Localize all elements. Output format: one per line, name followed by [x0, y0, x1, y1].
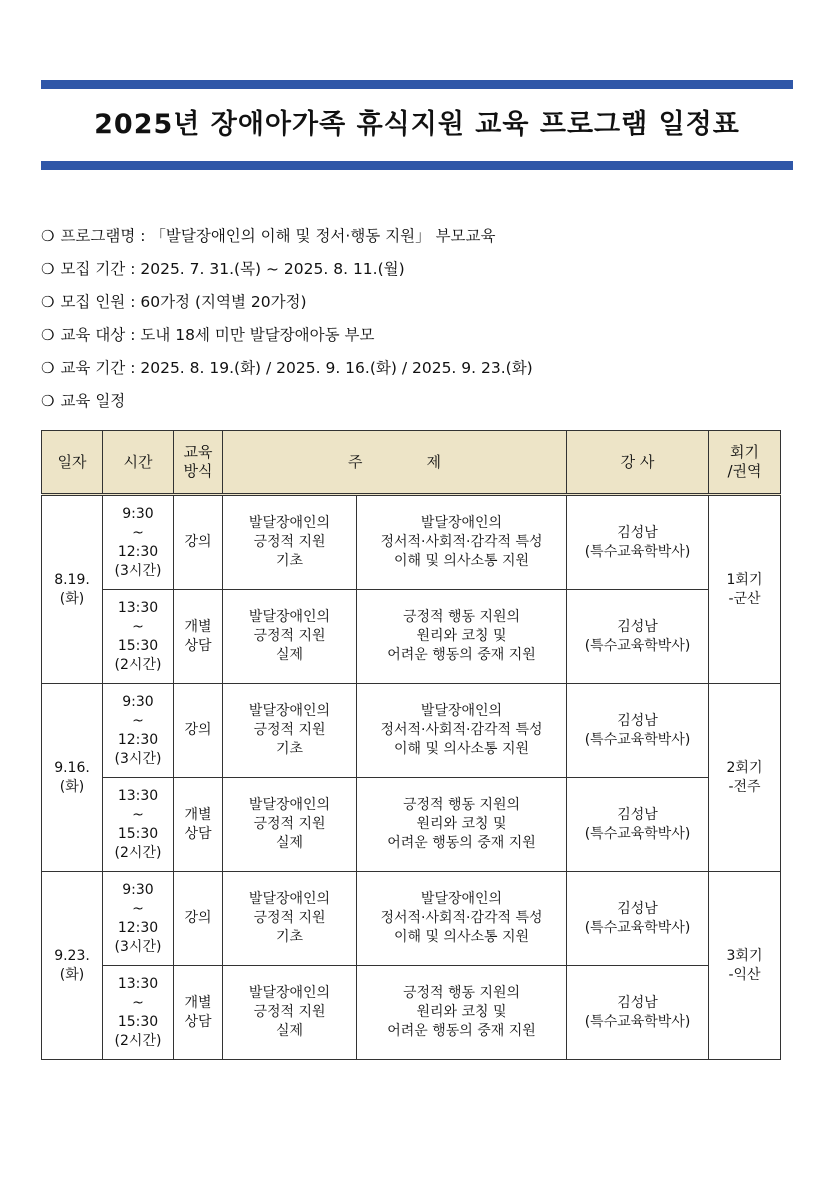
date-cell: 9.16. (화) [42, 684, 103, 872]
topic-cell: 발달장애인의 긍정적 지원 실제 [223, 966, 357, 1060]
header-time: 시간 [103, 431, 174, 495]
method-cell: 개별 상담 [174, 966, 223, 1060]
instructor-cell: 김성남 (특수교육학박사) [567, 590, 709, 684]
time-cell: 13:30 ~ 15:30 (2시간) [103, 966, 174, 1060]
header-instructor: 강 사 [567, 431, 709, 495]
instructor-cell: 김성남 (특수교육학박사) [567, 966, 709, 1060]
table-row [42, 966, 781, 1060]
detail-cell: 발달장애인의 정서적·사회적·감각적 특성 이해 및 의사소통 지원 [357, 872, 567, 966]
detail-cell: 긍정적 행동 지원의 원리와 코칭 및 어려운 행동의 중재 지원 [357, 778, 567, 872]
table-row [42, 590, 781, 684]
method-cell: 강의 [174, 495, 223, 590]
info-edu-period: ❍ 교육 기간 : 2025. 8. 19.(화) / 2025. 9. 16.(화) / 2025. 9. 23.(화) [41, 359, 533, 377]
circle-bullet-icon: ❍ [41, 293, 55, 311]
time-cell: 13:30 ~ 15:30 (2시간) [103, 778, 174, 872]
circle-bullet-icon: ❍ [41, 227, 55, 245]
info-target: ❍ 교육 대상 : 도내 18세 미만 발달장애아동 부모 [41, 326, 375, 344]
info-recruit-period: ❍ 모집 기간 : 2025. 7. 31.(목) ~ 2025. 8. 11.(월) [41, 260, 405, 278]
header-date: 일자 [42, 431, 103, 495]
detail-cell: 발달장애인의 정서적·사회적·감각적 특성 이해 및 의사소통 지원 [357, 684, 567, 778]
table-row [42, 495, 781, 590]
session-cell: 1회기 -군산 [709, 495, 781, 684]
header-method: 교육 방식 [174, 431, 223, 495]
time-cell: 9:30 ~ 12:30 (3시간) [103, 684, 174, 778]
detail-cell: 긍정적 행동 지원의 원리와 코칭 및 어려운 행동의 중재 지원 [357, 590, 567, 684]
instructor-cell: 김성남 (특수교육학박사) [567, 778, 709, 872]
date-cell: 8.19. (화) [42, 495, 103, 684]
program-info [41, 220, 801, 418]
method-cell: 강의 [174, 684, 223, 778]
circle-bullet-icon: ❍ [41, 359, 55, 377]
table-header-row [42, 431, 781, 495]
topic-cell: 발달장애인의 긍정적 지원 기초 [223, 684, 357, 778]
topic-cell: 발달장애인의 긍정적 지원 기초 [223, 495, 357, 590]
instructor-cell: 김성남 (특수교육학박사) [567, 495, 709, 590]
instructor-cell: 김성남 (특수교육학박사) [567, 872, 709, 966]
time-cell: 9:30 ~ 12:30 (3시간) [103, 872, 174, 966]
circle-bullet-icon: ❍ [41, 260, 55, 278]
title-bottom-rule [41, 161, 793, 170]
date-cell: 9.23. (화) [42, 872, 103, 1060]
table-row [42, 778, 781, 872]
schedule-table [41, 430, 781, 1060]
detail-cell: 발달장애인의 정서적·사회적·감각적 특성 이해 및 의사소통 지원 [357, 495, 567, 590]
table-row [42, 684, 781, 778]
topic-cell: 발달장애인의 긍정적 지원 기초 [223, 872, 357, 966]
title-top-rule [41, 80, 793, 89]
circle-bullet-icon: ❍ [41, 326, 55, 344]
table-row [42, 872, 781, 966]
page-title: 2025년 장애아가족 휴식지원 교육 프로그램 일정표 [94, 109, 740, 140]
session-cell: 3회기 -익산 [709, 872, 781, 1060]
method-cell: 개별 상담 [174, 590, 223, 684]
instructor-cell: 김성남 (특수교육학박사) [567, 684, 709, 778]
topic-cell: 발달장애인의 긍정적 지원 실제 [223, 590, 357, 684]
info-recruit-count: ❍ 모집 인원 : 60가정 (지역별 20가정) [41, 293, 307, 311]
header-session: 회기 /권역 [709, 431, 781, 495]
circle-bullet-icon: ❍ [41, 392, 55, 410]
info-program-name: ❍ 프로그램명 : 「발달장애인의 이해 및 정서·행동 지원」 부모교육 [41, 227, 496, 245]
time-cell: 13:30 ~ 15:30 (2시간) [103, 590, 174, 684]
header-subject: 주 제 [223, 431, 567, 495]
topic-cell: 발달장애인의 긍정적 지원 실제 [223, 778, 357, 872]
session-cell: 2회기 -전주 [709, 684, 781, 872]
time-cell: 9:30 ~ 12:30 (3시간) [103, 495, 174, 590]
detail-cell: 긍정적 행동 지원의 원리와 코칭 및 어려운 행동의 중재 지원 [357, 966, 567, 1060]
info-schedule: ❍ 교육 일정 [41, 392, 126, 410]
method-cell: 강의 [174, 872, 223, 966]
method-cell: 개별 상담 [174, 778, 223, 872]
